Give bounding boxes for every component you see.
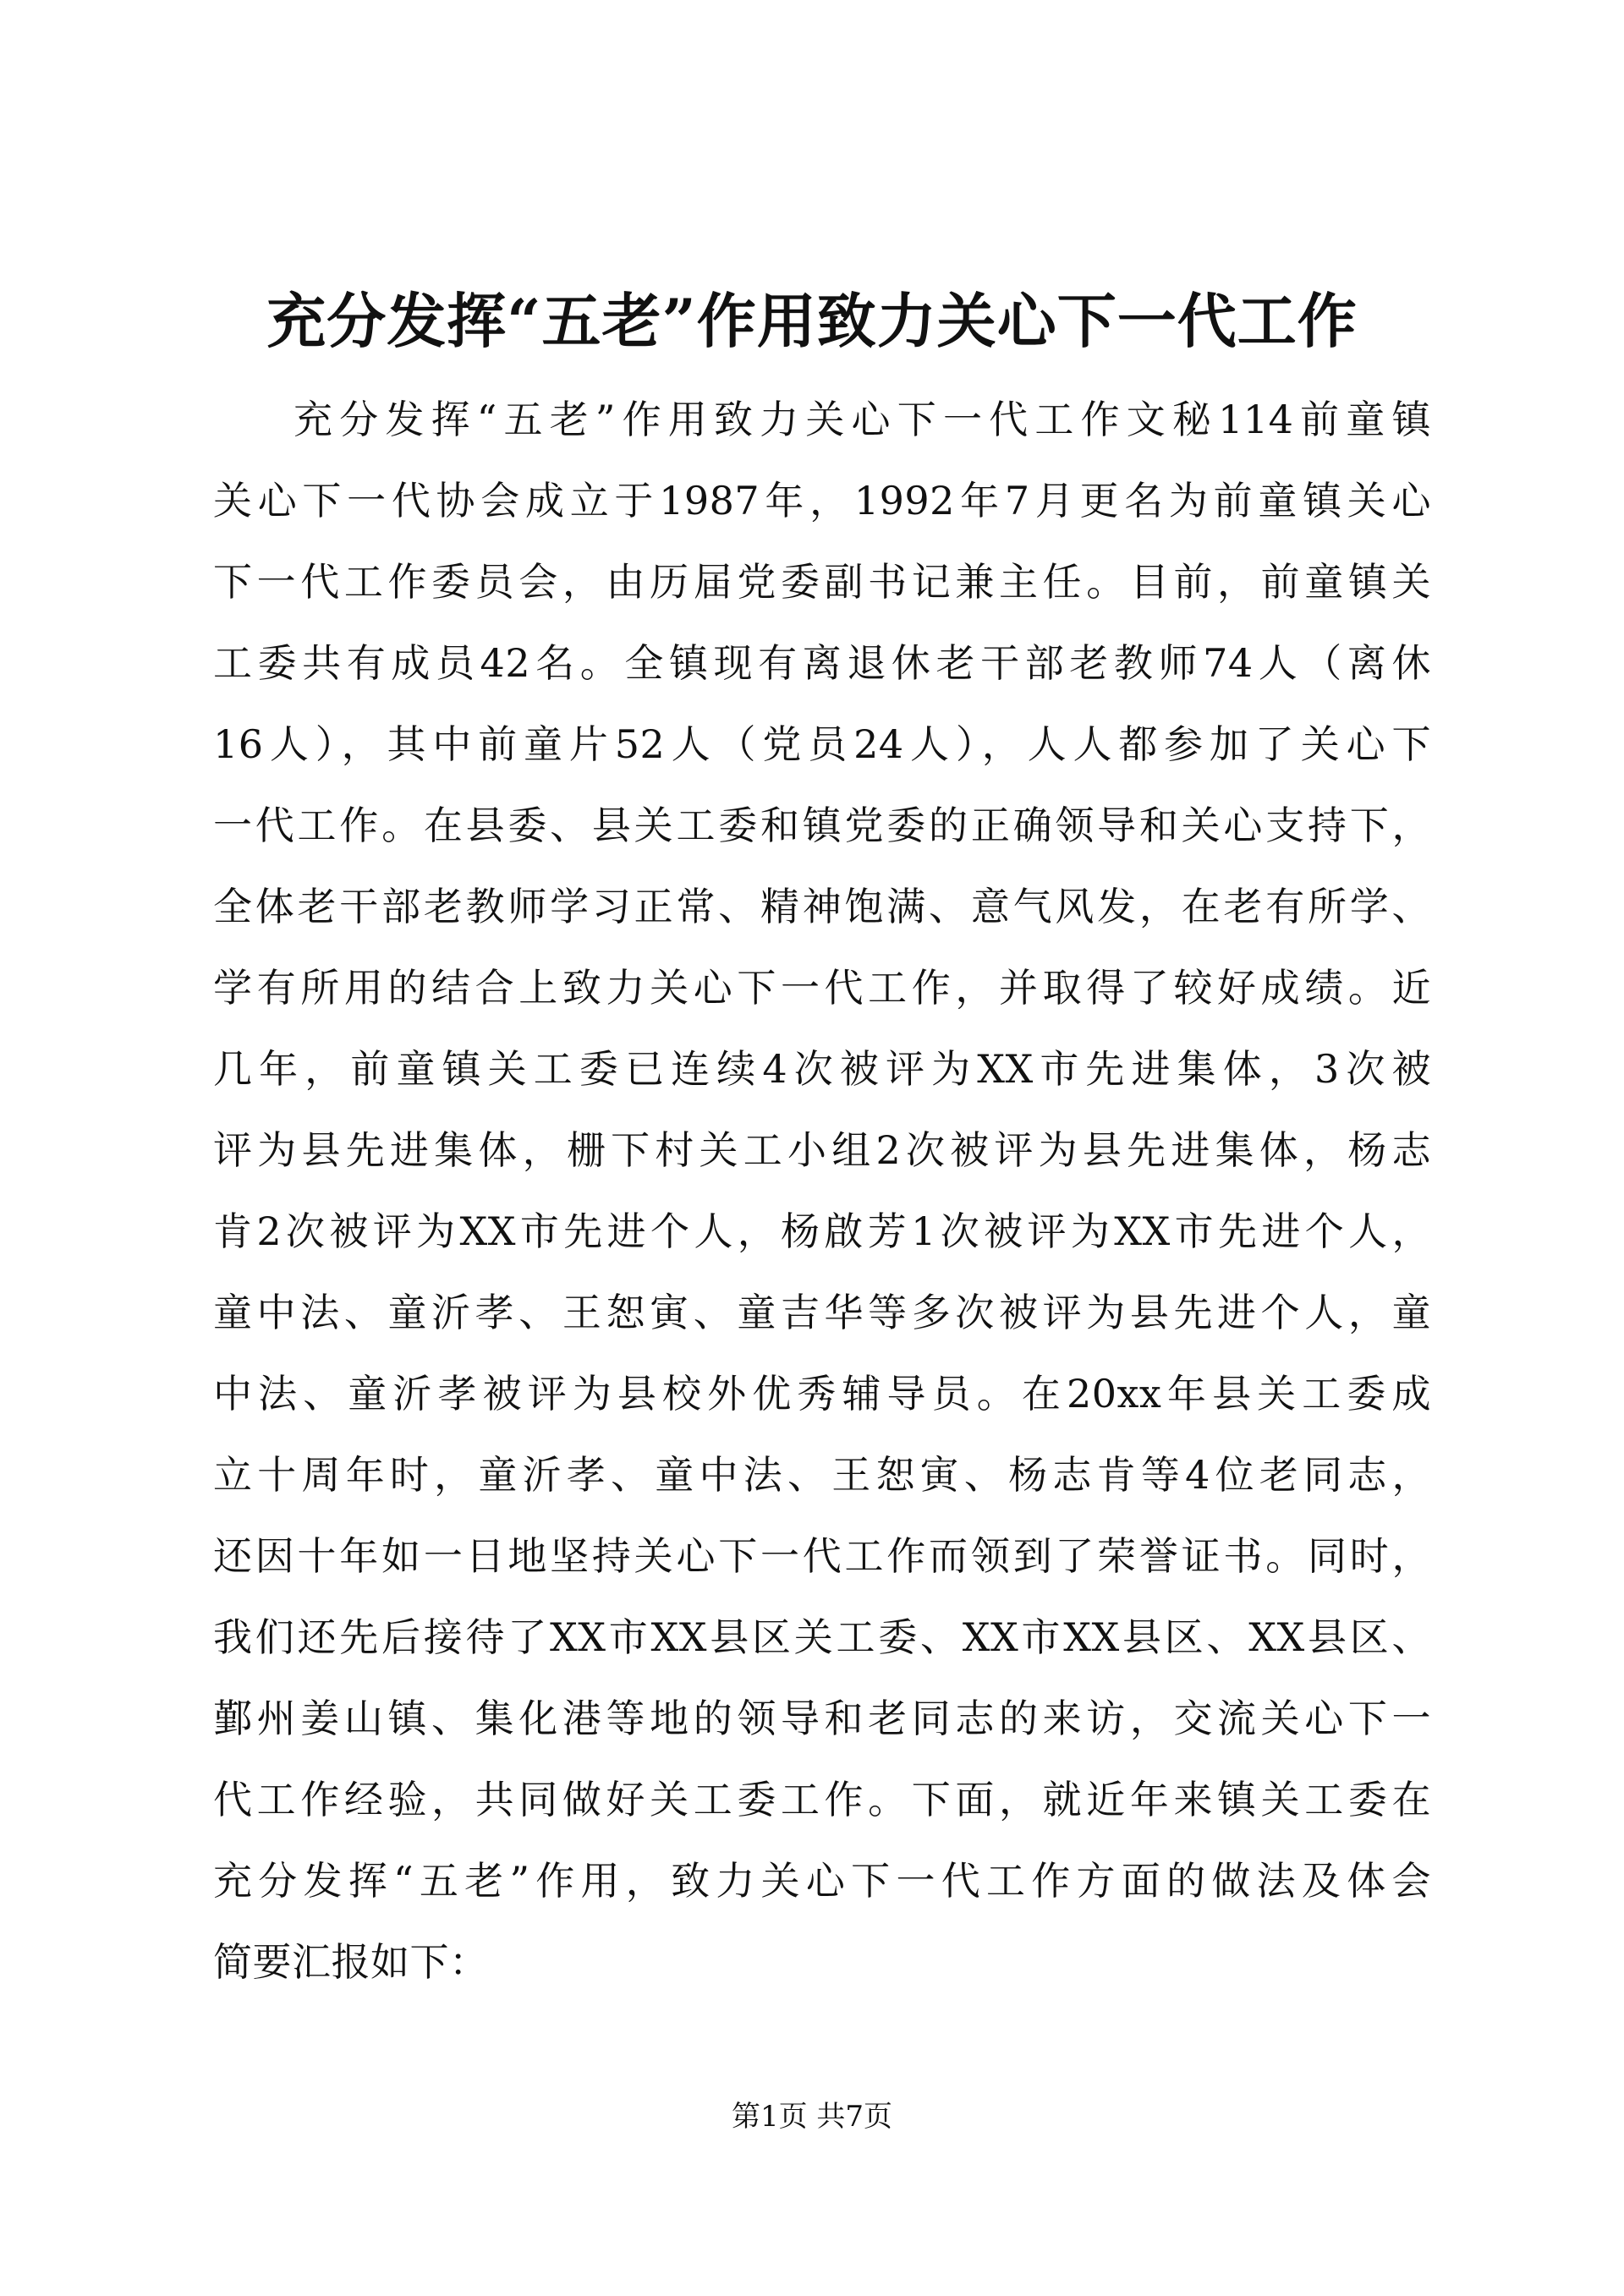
page-number: 第1页 共7页: [731, 2100, 893, 2134]
body-line: 还因十年如一日地坚持关心下一代工作而领到了荣誉证书。同时，: [213, 1533, 1431, 1579]
body-line: 学有所用的结合上致力关心下一代工作，并取得了较好成绩。近: [213, 965, 1431, 1011]
body-line: 充分发挥“五老”作用致力关心下一代工作文秘114前童镇: [294, 397, 1431, 442]
body-line: 工委共有成员42名。全镇现有离退休老干部老教师74人（离休: [213, 640, 1431, 686]
document-title: 充分发挥“五老”作用致力关心下一代工作: [266, 286, 1358, 356]
body-line: 代工作经验，共同做好关工委工作。下面，就近年来镇关工委在: [213, 1777, 1431, 1822]
body-line: 全体老干部老教师学习正常、精神饱满、意气风发，在老有所学、: [213, 884, 1431, 929]
body-line: 一代工作。在县委、县关工委和镇党委的正确领导和关心支持下，: [213, 803, 1431, 848]
body-line: 鄞州姜山镇、集化港等地的领导和老同志的来访，交流关心下一: [213, 1696, 1431, 1741]
body-line: 关心下一代协会成立于1987年，1992年7月更名为前童镇关心: [213, 478, 1431, 523]
body-line: 肯2次被评为XX市先进个人，杨啟芳1次被评为XX市先进个人，: [213, 1208, 1431, 1254]
body-line: 童中法、童沂孝、王恕寅、童吉华等多次被评为县先进个人，童: [213, 1290, 1431, 1335]
body-line: 几年，前童镇关工委已连续4次被评为XX市先进集体，3次被: [213, 1046, 1431, 1092]
body-line: 我们还先后接待了XX市XX县区关工委、XX市XX县区、XX县区、: [213, 1614, 1431, 1660]
body-line: 简要汇报如下：: [213, 1939, 489, 1985]
body-line: 充分发挥“五老”作用，致力关心下一代工作方面的做法及体会: [213, 1858, 1431, 1904]
body-line: 评为县先进集体，栅下村关工小组2次被评为县先进集体，杨志: [213, 1127, 1431, 1173]
body-line: 立十周年时，童沂孝、童中法、王恕寅、杨志肯等4位老同志，: [213, 1452, 1431, 1498]
body-line: 下一代工作委员会，由历届党委副书记兼主任。目前，前童镇关: [213, 559, 1431, 605]
body-line: 中法、童沂孝被评为县校外优秀辅导员。在20xx年县关工委成: [213, 1371, 1431, 1417]
document-body: [213, 379, 1431, 2003]
body-line: 16人），其中前童片52人（党员24人），人人都参加了关心下: [213, 721, 1431, 767]
